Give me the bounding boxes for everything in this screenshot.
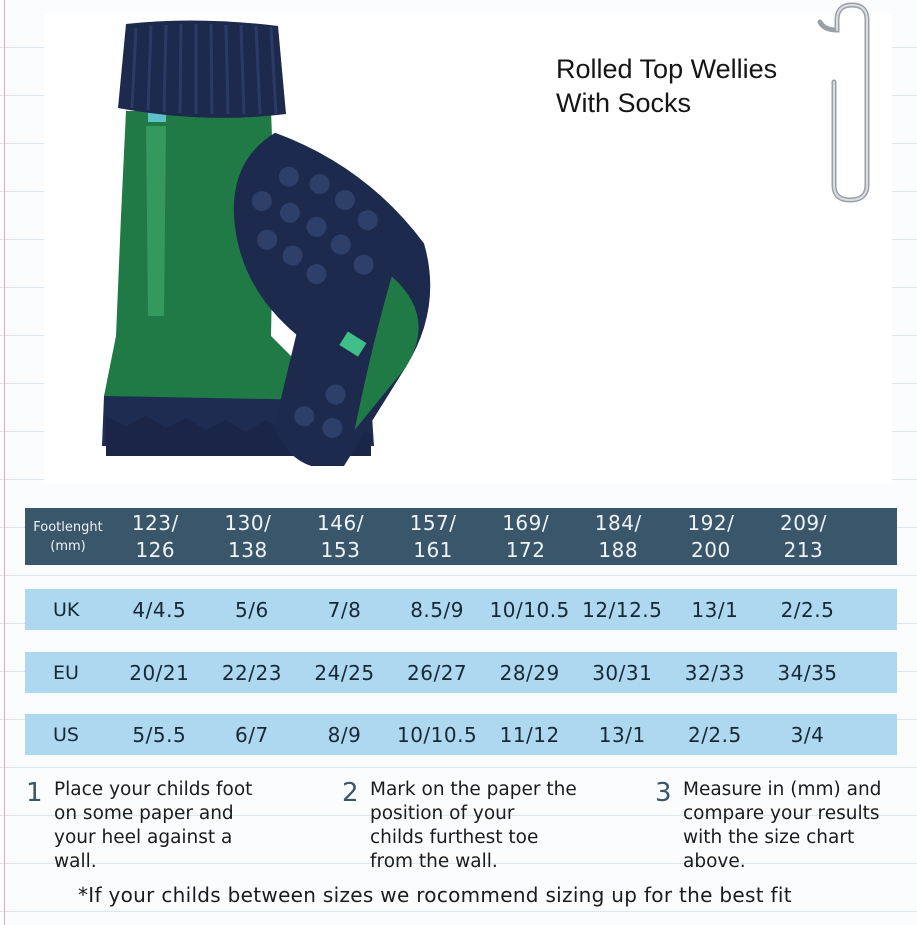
size-cell: 2/2.5 bbox=[687, 722, 742, 747]
size-cell: 5/5.5 bbox=[132, 722, 187, 747]
size-row-uk bbox=[25, 589, 897, 630]
size-cell: 10/10.5 bbox=[489, 597, 570, 622]
size-cell: 2/2.5 bbox=[780, 597, 835, 622]
step-number: 3 bbox=[655, 778, 672, 808]
knit-sock-cuff bbox=[118, 20, 286, 117]
footlength-cell: 123/ 126 bbox=[131, 510, 179, 562]
welly-boots-image bbox=[96, 16, 546, 466]
footlength-cell: 169/ 172 bbox=[502, 510, 550, 562]
footlength-cell: 184/ 188 bbox=[594, 510, 642, 562]
size-cell: 28/29 bbox=[499, 660, 560, 685]
step-text: Mark on the paper the position of your childs furthest toe from the wall. bbox=[370, 779, 577, 872]
size-cell: 26/27 bbox=[407, 660, 468, 685]
size-cell: 11/12 bbox=[499, 722, 560, 747]
title-line-1: Rolled Top Wellies bbox=[556, 54, 778, 84]
size-cell: 32/33 bbox=[684, 660, 745, 685]
footlength-label: Footlenght (mm) bbox=[33, 519, 103, 554]
step-text: Place your childs foot on some paper and your heel against a wall. bbox=[54, 779, 253, 872]
paperclip-icon bbox=[812, 0, 882, 210]
size-row-eu bbox=[25, 652, 897, 693]
size-row-us bbox=[25, 714, 897, 755]
step-number: 2 bbox=[342, 778, 359, 808]
footlength-cell: 146/ 153 bbox=[317, 510, 364, 562]
sizing-footnote: *If your childs between sizes we rocommend sizing up for the best fit bbox=[78, 883, 792, 907]
size-cell: 13/1 bbox=[691, 597, 739, 622]
size-cell: 20/21 bbox=[129, 660, 190, 685]
row-label: UK bbox=[53, 598, 80, 621]
size-cell: 4/4.5 bbox=[132, 597, 187, 622]
footlength-cell: 157/ 161 bbox=[409, 510, 457, 562]
row-label: US bbox=[53, 723, 79, 746]
footlength-cell: 130/ 138 bbox=[224, 510, 272, 562]
size-cell: 24/25 bbox=[314, 660, 375, 685]
step-text: Measure in (mm) and compare your results with the size chart above. bbox=[683, 779, 882, 872]
size-cell: 10/10.5 bbox=[396, 722, 478, 747]
size-cell: 22/23 bbox=[221, 660, 282, 685]
size-cell: 5/6 bbox=[235, 597, 269, 622]
size-cell: 3/4 bbox=[790, 722, 825, 747]
size-cell: 30/31 bbox=[592, 660, 653, 685]
size-cell: 13/1 bbox=[598, 722, 646, 747]
row-label: EU bbox=[53, 661, 79, 684]
size-cell: 34/35 bbox=[777, 660, 838, 685]
title-line-2: With Socks bbox=[556, 88, 692, 118]
step-number: 1 bbox=[26, 778, 43, 808]
footlength-cell: 192/ 200 bbox=[687, 510, 735, 562]
size-cell: 7/8 bbox=[327, 597, 362, 622]
size-chart-header-row bbox=[25, 508, 897, 565]
footlength-cell: 209/ 213 bbox=[779, 510, 827, 562]
size-cell: 12/12.5 bbox=[582, 597, 663, 622]
product-title bbox=[556, 52, 777, 120]
size-cell: 8.5/9 bbox=[410, 597, 464, 622]
size-cell: 6/7 bbox=[235, 722, 269, 747]
size-cell: 8/9 bbox=[327, 722, 362, 747]
